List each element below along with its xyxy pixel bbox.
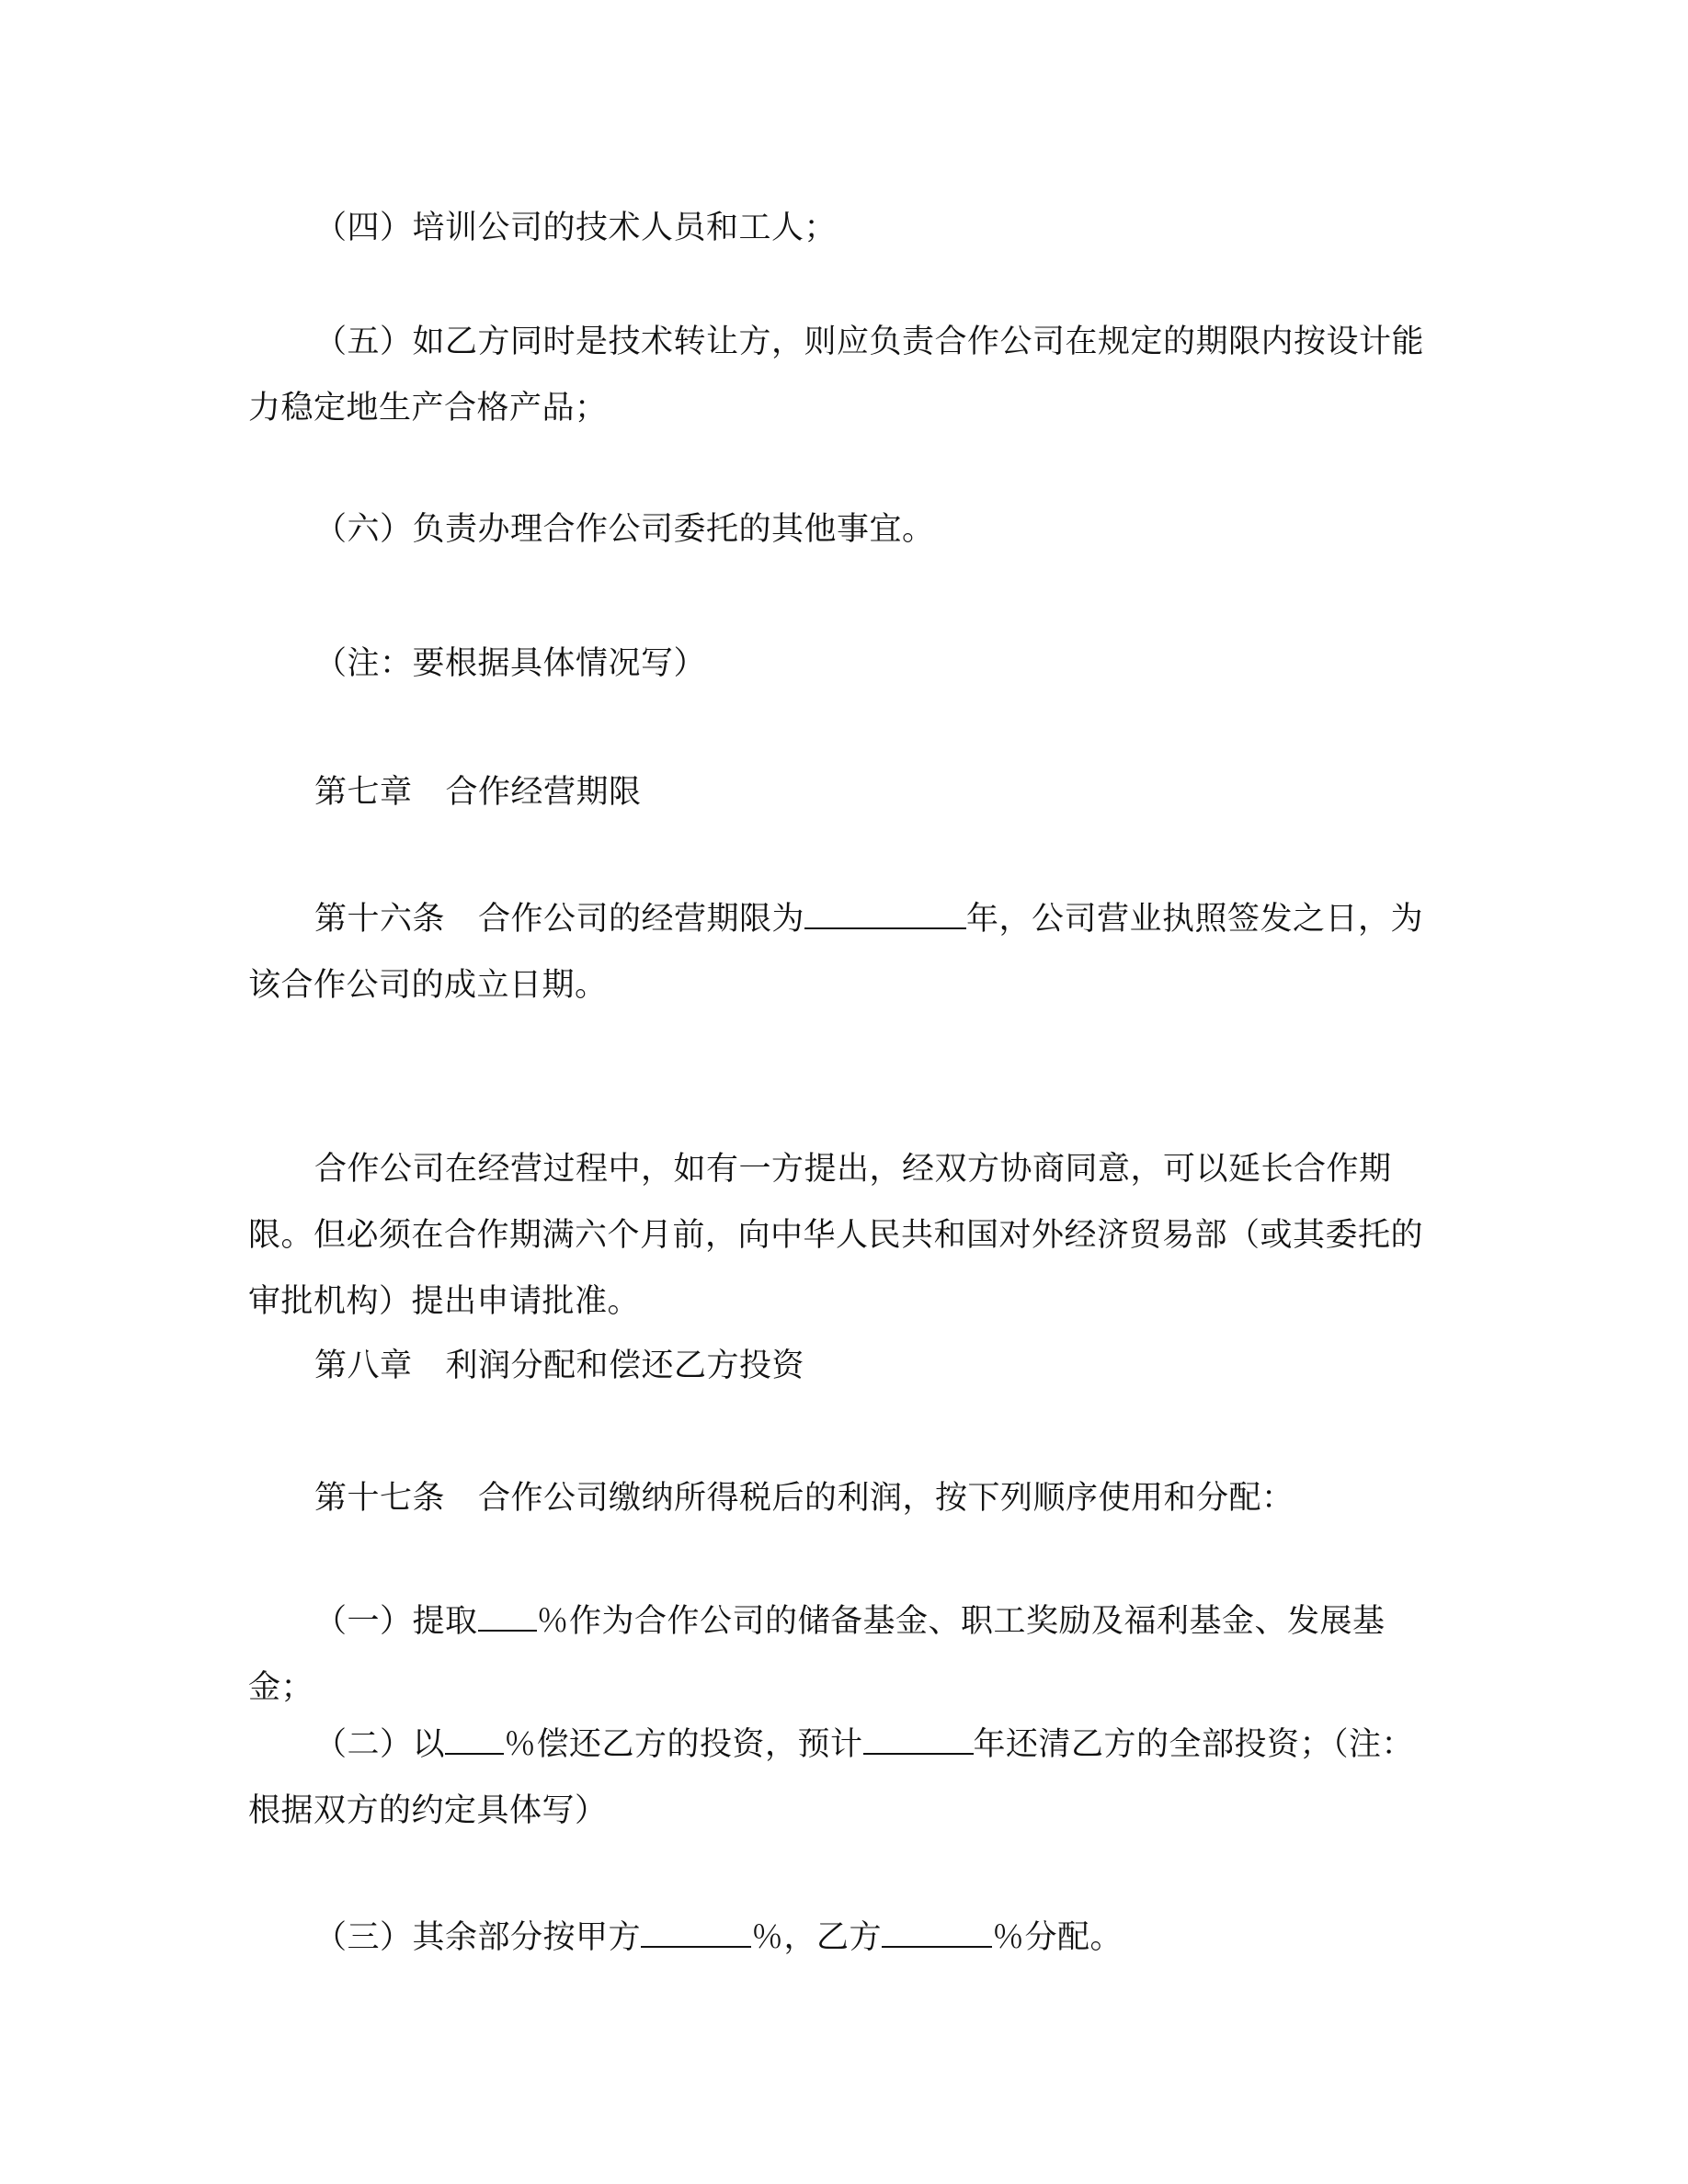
chapter-title: 合作经营期限 xyxy=(445,774,642,811)
percent-blank xyxy=(445,1718,504,1755)
note-text: （注：要根据具体情况写） xyxy=(314,645,707,682)
profit-item-two xyxy=(248,1712,1443,1844)
article-sixteen xyxy=(248,886,1443,1018)
chapter-eight-heading xyxy=(248,1333,1443,1399)
extension-text: 合作公司在经营过程中，如有一方提出，经双方协商同意，可以延长合作期限。但必须在合作期满六个月前，向中华人民共和国对外经济贸易部（或其委托的审批机构）提出申请批准。 xyxy=(248,1151,1424,1320)
article-seventeen xyxy=(248,1465,1443,1531)
item-text-c: ％分配。 xyxy=(992,1919,1123,1956)
item-text-b: ％，乙方 xyxy=(751,1919,883,1956)
profit-item-three xyxy=(248,1905,1443,1971)
chapter-seven-heading xyxy=(248,759,1443,825)
article-label: 第十七条 xyxy=(314,1480,446,1517)
chapter-label: 第七章 xyxy=(314,774,413,811)
clause-item-four xyxy=(248,195,1443,261)
chapter-label: 第八章 xyxy=(314,1348,413,1384)
clause-text: （六）负责办理合作公司委托的其他事宜。 xyxy=(314,511,935,548)
item-text-a: （一）提取 xyxy=(314,1603,478,1640)
clause-text: （五）如乙方同时是技术转让方，则应负责合作公司在规定的期限内按设计能力稳定地生产合格产品； xyxy=(248,324,1425,427)
item-text-b: ％作为合作公司的储备基金、职工奖励及福利基金、发展基金； xyxy=(248,1603,1386,1706)
item-text-a: （三）其余部分按甲方 xyxy=(314,1919,642,1956)
article-text-b: 年，公司营业执照签发之日，为该合作公司的成立日期。 xyxy=(248,901,1424,1004)
item-text-c: 年还清乙方的全部投资；（注：根据双方的约定具体写） xyxy=(248,1726,1415,1829)
party-b-percent-blank xyxy=(882,1911,992,1948)
extension-paragraph xyxy=(248,1136,1443,1335)
note-paragraph xyxy=(248,631,1443,697)
article-text: 合作公司缴纳所得税后的利润，按下列顺序使用和分配： xyxy=(478,1480,1295,1517)
percent-blank xyxy=(478,1595,537,1632)
term-years-blank xyxy=(804,893,966,929)
article-label: 第十六条 xyxy=(314,901,446,938)
item-text-b: ％偿还乙方的投资，预计 xyxy=(504,1726,863,1763)
years-blank xyxy=(863,1718,974,1755)
clause-item-six xyxy=(248,496,1443,563)
clause-text: （四）培训公司的技术人员和工人； xyxy=(314,210,838,246)
item-text-a: （二）以 xyxy=(314,1726,446,1763)
party-a-percent-blank xyxy=(641,1911,751,1948)
article-text-a: 合作公司的经营期限为 xyxy=(478,901,805,938)
profit-item-one xyxy=(248,1588,1443,1721)
clause-item-five xyxy=(248,309,1443,441)
chapter-title: 利润分配和偿还乙方投资 xyxy=(445,1348,805,1384)
